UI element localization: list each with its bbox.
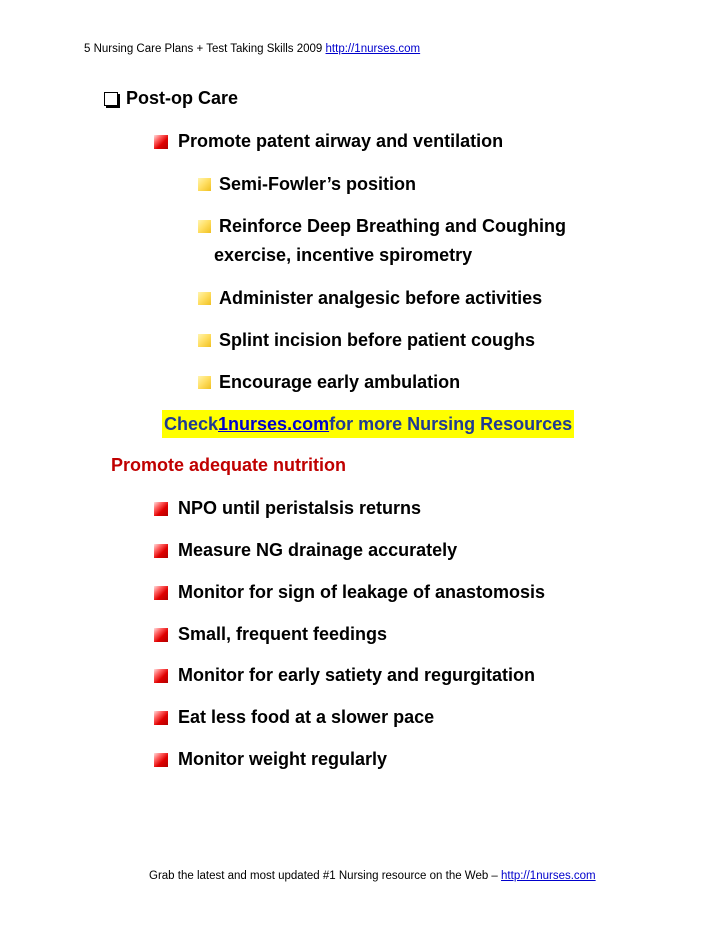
red-square-bullet-icon bbox=[154, 544, 168, 558]
sub-bullet-text: Encourage early ambulation bbox=[219, 372, 461, 392]
sub-bullet-continuation: exercise, incentive spirometry bbox=[214, 245, 473, 265]
subheading: Promote adequate nutrition bbox=[111, 455, 347, 475]
bullet-text: Monitor for sign of leakage of anastomosis bbox=[178, 582, 546, 602]
promo-banner bbox=[162, 410, 574, 438]
bullet-item bbox=[154, 749, 387, 770]
header-text: 5 Nursing Care Plans + Test Taking Skills 2009 bbox=[84, 43, 326, 55]
sub-bullet-text: Reinforce Deep Breathing and Coughing bbox=[219, 216, 567, 236]
bullet-item bbox=[154, 582, 545, 603]
yellow-square-bullet-icon bbox=[198, 292, 211, 305]
sub-bullet-item bbox=[198, 288, 542, 309]
sub-bullet-text: Administer analgesic before activities bbox=[219, 288, 543, 308]
bullet-item bbox=[154, 624, 387, 645]
promo-link[interactable]: 1nurses.com bbox=[218, 413, 330, 434]
sub-bullet-item bbox=[198, 330, 535, 351]
bullet-text: Promote patent airway and ventilation bbox=[178, 131, 504, 151]
sub-bullet-item bbox=[198, 372, 460, 393]
sub-bullet-text: Semi-Fowler’s position bbox=[219, 174, 417, 194]
page-header bbox=[84, 43, 420, 55]
bullet-item bbox=[154, 131, 503, 152]
sub-bullet-item bbox=[198, 216, 566, 237]
checkbox-bullet-icon bbox=[104, 92, 118, 106]
bullet-text: Small, frequent feedings bbox=[178, 624, 388, 644]
bullet-item bbox=[154, 665, 535, 686]
red-square-bullet-icon bbox=[154, 753, 168, 767]
bullet-text: Eat less food at a slower pace bbox=[178, 707, 435, 727]
section-title bbox=[104, 88, 238, 109]
promo-suffix: for more Nursing Resources bbox=[329, 413, 573, 434]
yellow-square-bullet-icon bbox=[198, 178, 211, 191]
sub-bullet-item bbox=[198, 174, 416, 195]
bullet-text: Measure NG drainage accurately bbox=[178, 540, 458, 560]
sub-bullet-text: Splint incision before patient coughs bbox=[219, 330, 536, 350]
red-square-bullet-icon bbox=[154, 502, 168, 516]
header-link[interactable]: http://1nurses.com bbox=[325, 43, 421, 55]
red-square-bullet-icon bbox=[154, 669, 168, 683]
bullet-text: Monitor for early satiety and regurgitation bbox=[178, 665, 536, 685]
yellow-square-bullet-icon bbox=[198, 376, 211, 389]
page-footer bbox=[149, 870, 596, 882]
bullet-item bbox=[154, 498, 421, 519]
yellow-square-bullet-icon bbox=[198, 334, 211, 347]
section-title-text: Post-op Care bbox=[126, 88, 239, 108]
footer-link[interactable]: http://1nurses.com bbox=[501, 870, 596, 882]
red-square-bullet-icon bbox=[154, 711, 168, 725]
yellow-square-bullet-icon bbox=[198, 220, 211, 233]
bullet-item bbox=[154, 540, 457, 561]
red-square-bullet-icon bbox=[154, 135, 168, 149]
bullet-text: NPO until peristalsis returns bbox=[178, 498, 422, 518]
red-square-bullet-icon bbox=[154, 628, 168, 642]
bullet-item bbox=[154, 707, 434, 728]
promo-prefix: Check bbox=[164, 413, 219, 434]
footer-text: Grab the latest and most updated #1 Nursing resource on the Web – bbox=[149, 870, 502, 882]
bullet-text: Monitor weight regularly bbox=[178, 749, 388, 769]
red-square-bullet-icon bbox=[154, 586, 168, 600]
